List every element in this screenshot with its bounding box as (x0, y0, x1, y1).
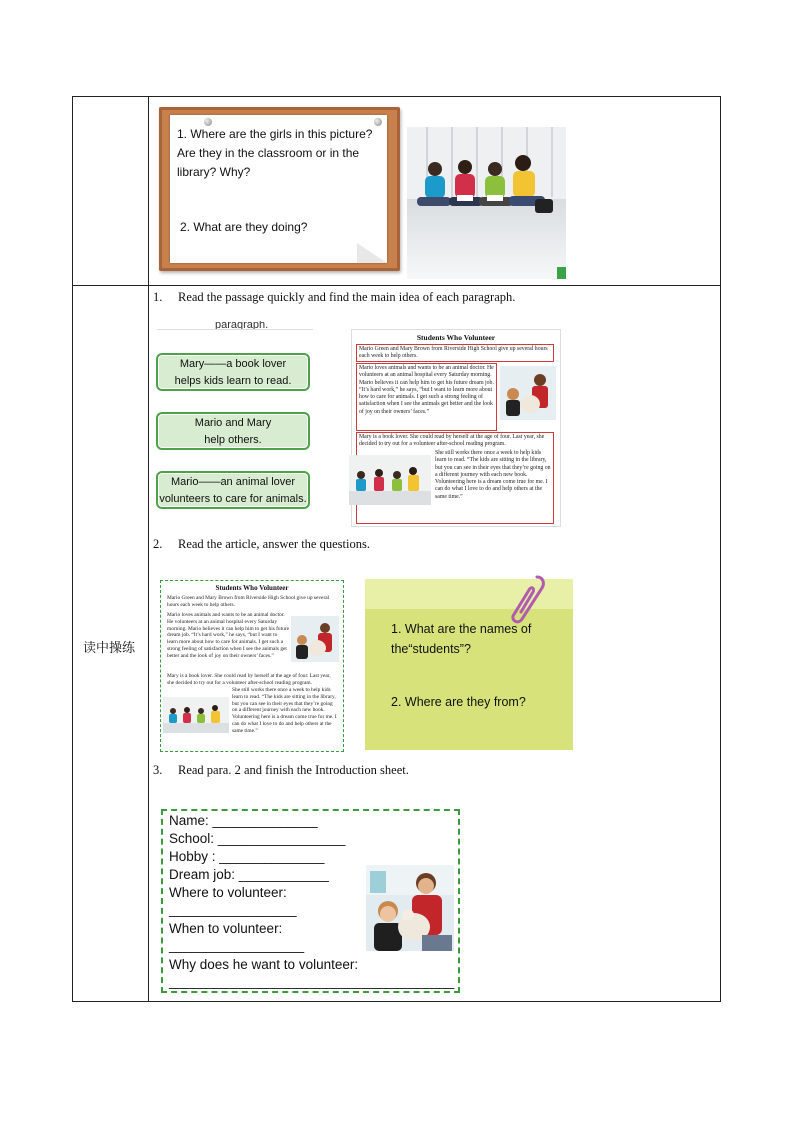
main-idea-box-1-line-1: Mary——a book lover (179, 358, 287, 370)
mario-dog-photo (500, 366, 556, 420)
sheet-when-label: When to volunteer: (169, 921, 283, 936)
reading-kids-photo (349, 455, 431, 505)
article-paragraph-3a: Mary is a book lover. She could read by herself at the age of four. Last year, she decided to try out for a volunteer after-school reading program. (167, 673, 331, 686)
article-title: Students Who Volunteer (416, 333, 496, 342)
sheet-when-blank: __________________ (169, 938, 305, 953)
task-3-instruction: 3. Read para. 2 and finish the Introduction sheet. (153, 763, 409, 777)
article-image-2 (160, 580, 344, 752)
introduction-sheet (161, 809, 460, 993)
notice-board (159, 107, 400, 271)
paragraph-1-highlight (356, 344, 554, 362)
question-sticky-note (365, 579, 573, 750)
sheet-where-label: Where to volunteer: (169, 885, 287, 900)
main-idea-box-1 (156, 353, 310, 391)
paragraph-3-highlight (356, 432, 554, 524)
main-idea-box-1-line-2: helps kids learn to read. (174, 375, 292, 387)
sheet-why-label: Why does he want to volunteer: (169, 957, 359, 972)
main-idea-box-2-line-2: help others. (204, 434, 262, 446)
sticky-question-1-line-2: the“students”? (391, 642, 471, 656)
row-divider (73, 285, 720, 286)
reading-kids-photo (163, 697, 229, 733)
sheet-hobby-line: Hobby : ______________ (169, 849, 325, 864)
main-idea-box-2-line-1: Mario and Mary (194, 417, 272, 429)
article-paragraph-2: Mario loves animals and wants to be an animal doctor. He volunteers at an animal hospital every Saturday morning. Mario believes it can help him to get his future dream job. “It’s hard work,” he says, “but I want to learn more about how to care for animals. I get such a strong feeling of satisfaction when I see the animals get better and the look of joy on their owners’ faces.” (167, 612, 290, 659)
task-1-instruction: 1. Read the passage quickly and find the main idea of each paragraph. (153, 290, 516, 304)
article-title: Students Who Volunteer (215, 584, 289, 592)
warmup-question-1-line-2: Are they in the classroom or in the (177, 146, 360, 160)
paragraph-2-highlight (356, 363, 497, 431)
main-idea-box-3-line-1: Mario——an animal lover (170, 476, 296, 488)
sticky-question-2: 2. Where are they from? (391, 695, 526, 709)
cut-off-text: paragraph. (215, 321, 269, 329)
page-curl (357, 243, 387, 263)
main-idea-box-3 (156, 471, 310, 509)
article-paragraph-3b: She still works there once a week to help kids learn to read. “The kids are sitting in the library, but you can see in their eyes that they’re going on a different journey with each new book. Volunteering here is a dream come true for me. I can do what I love to do and help others at the same time.” (435, 450, 551, 500)
lesson-table (72, 96, 721, 1002)
sticky-question-1-line-1: 1. What are the names of (391, 622, 532, 636)
warmup-question-2: 2. What are they doing? (180, 220, 308, 234)
main-idea-box-2 (156, 412, 310, 450)
article-paragraph-3b: She still works there once a week to help kids learn to read. “The kids are sitting in the library, but you can see in their eyes that they’re going on a different journey with each new book. Volunteering here is a dream come true for me. I can do what I love to do and help others at the same time.” (232, 687, 337, 734)
mario-dog-photo (291, 616, 339, 662)
article-image-1 (351, 329, 561, 527)
pin-icon (374, 118, 382, 126)
warmup-question-1-line-3: library? Why? (177, 165, 251, 179)
notice-paper (170, 115, 387, 263)
sheet-where-blank: _________________ (169, 902, 297, 917)
row-label: 读中操练 (82, 641, 135, 656)
paperclip-icon (507, 573, 547, 625)
column-divider (148, 97, 149, 1001)
sticky-question-1 (391, 619, 531, 659)
main-idea-box-3-line-2: volunteers to care for animals. (159, 493, 307, 505)
article-paragraph-1: Mario Green and Mary Brown from Riverside High School give up several hours each week to help others. (167, 595, 330, 608)
article-paragraph-2: Mario loves animals and wants to be an animal doctor. He volunteers at an animal hospital every Saturday morning. Mario believes it can help him to get his future dream job. “It’s hard work,” he says, “but I want to learn more about how to care for animals. I get such a strong feeling of satisfaction when I see the animals get better and the look of joy on their owners’ faces.” (359, 365, 494, 415)
task-2-instruction: 2. Read the article, answer the questions. (153, 537, 370, 551)
article-paragraph-1: Mario Green and Mary Brown from Riverside High School give up several hours each week to help others. (359, 346, 548, 360)
divider (157, 329, 313, 330)
sheet-why-blank: ______________________________________ (169, 974, 455, 989)
sheet-school-line: School: _________________ (169, 831, 346, 846)
library-girls-photo (407, 127, 566, 279)
sheet-name-line: Name: ______________ (169, 813, 318, 828)
sheet-dream-job-line: Dream job: ____________ (169, 867, 329, 882)
article-paragraph-3a: Mary is a book lover. She could read by herself at the age of four. Last year, she decided to try out for a volunteer after-school reading program. (359, 434, 545, 448)
warmup-question-1-line-1: 1. Where are the girls in this picture? (177, 127, 373, 141)
mario-dog-photo (366, 865, 454, 951)
